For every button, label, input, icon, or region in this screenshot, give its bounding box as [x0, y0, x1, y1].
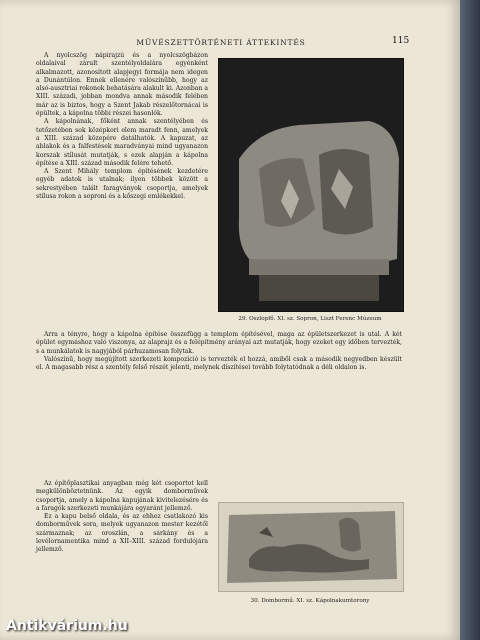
figure-relief-photo	[218, 502, 404, 592]
capital-sculpture-image	[219, 59, 403, 311]
figure-caption: 30. Dombormű. XI. sz. Kápolnakumtorony	[250, 598, 370, 604]
book-edge	[460, 0, 480, 640]
paragraph: A kápolnának, főként annak szentélyében és tetőzetében sok középkori elem maradt fenn, amelyek a XIII. század közepére datálhatók. A kapuzat, az ablakok és a falfestések maradványai mind ugyanazon korszak stílusát mutatják, s ezek alapján a kápolna építése a XIII. század második felére tehető.	[36, 118, 208, 167]
running-title: MŰVÉSZETTÖRTÉNETI ÁTTEKINTÉS	[136, 38, 306, 47]
text-fullwidth	[36, 331, 402, 372]
paragraph: Valószínű, hogy megújított szerkezeti kompozíció is tervezték el hozzá, amiből csak a második negyedben készült el. A magasabb rész a szentély felső részét jelenti, melynek díszítései tovább folytatódnak a déli oldalon is.	[36, 355, 402, 372]
figure-capital-photo	[218, 58, 404, 312]
text-column-bottom	[36, 480, 208, 555]
page-number: 115	[392, 36, 410, 46]
relief-image	[219, 503, 403, 591]
paragraph: A nyolcszög nápirajzú és a nyolcszögbázon oldalaival zárult szentélyoldalára egyénként alkalmazott, azonosított alapjegyi formája nem idegen a Dunántúlon. Ennek ellenére valószínűbb, hogy az alsó-ausztriai rokonok behatására alakult ki. Azonban a XIII. századi, jobban mondva annak második felében már az is biztos, hogy a Szent Jakab részelőtornácai is épültek, a kápolna többi részei hasonlók.	[36, 52, 208, 118]
paragraph: A Szent Mihály templom építésének kezdetére egyéb adatok is utalnak; ilyen többek között a sekrestyében talált faragványok csoportja, amelyek stílusa rokon a soproni és a kőszegi emlékekkel.	[36, 168, 208, 201]
paragraph: Arra a tényre, hogy a kápolna építése összefügg a templom építésével, maga az épületszerkezet is utal. A két épület egymáshoz való viszonya, az alaprajz és a felépítmény arányai azt mutatják, hogy ezeket egy időben tervezték, s a munkálatok is nagyjából párhuzamosan folytak.	[36, 331, 402, 355]
paragraph: Ez a kapu belső oldala, és az ehhez csatlakozó kis domborművek sora, melyek ugyanazon mester kezétől származnak; az oroszlán, a sárkány és a levélornamentika mind a XII–XIII. század fordulójára jellemző.	[36, 513, 208, 554]
watermark-logo: Antikvárium.hu	[6, 618, 128, 634]
figure-caption: 29. Oszlopfő. XI. sz. Sopron, Liszt Ferenc Múzeum	[238, 316, 382, 322]
paragraph: Az építőplasztikai anyagban még két csoportot kell megkülönböztetnünk. Az egyik domborművek csoportja, amely a kápolna kapujának kivitelezésére és a faragók szerkezeti munkájára egyaránt jellemző.	[36, 480, 208, 512]
text-column-top	[36, 52, 208, 201]
